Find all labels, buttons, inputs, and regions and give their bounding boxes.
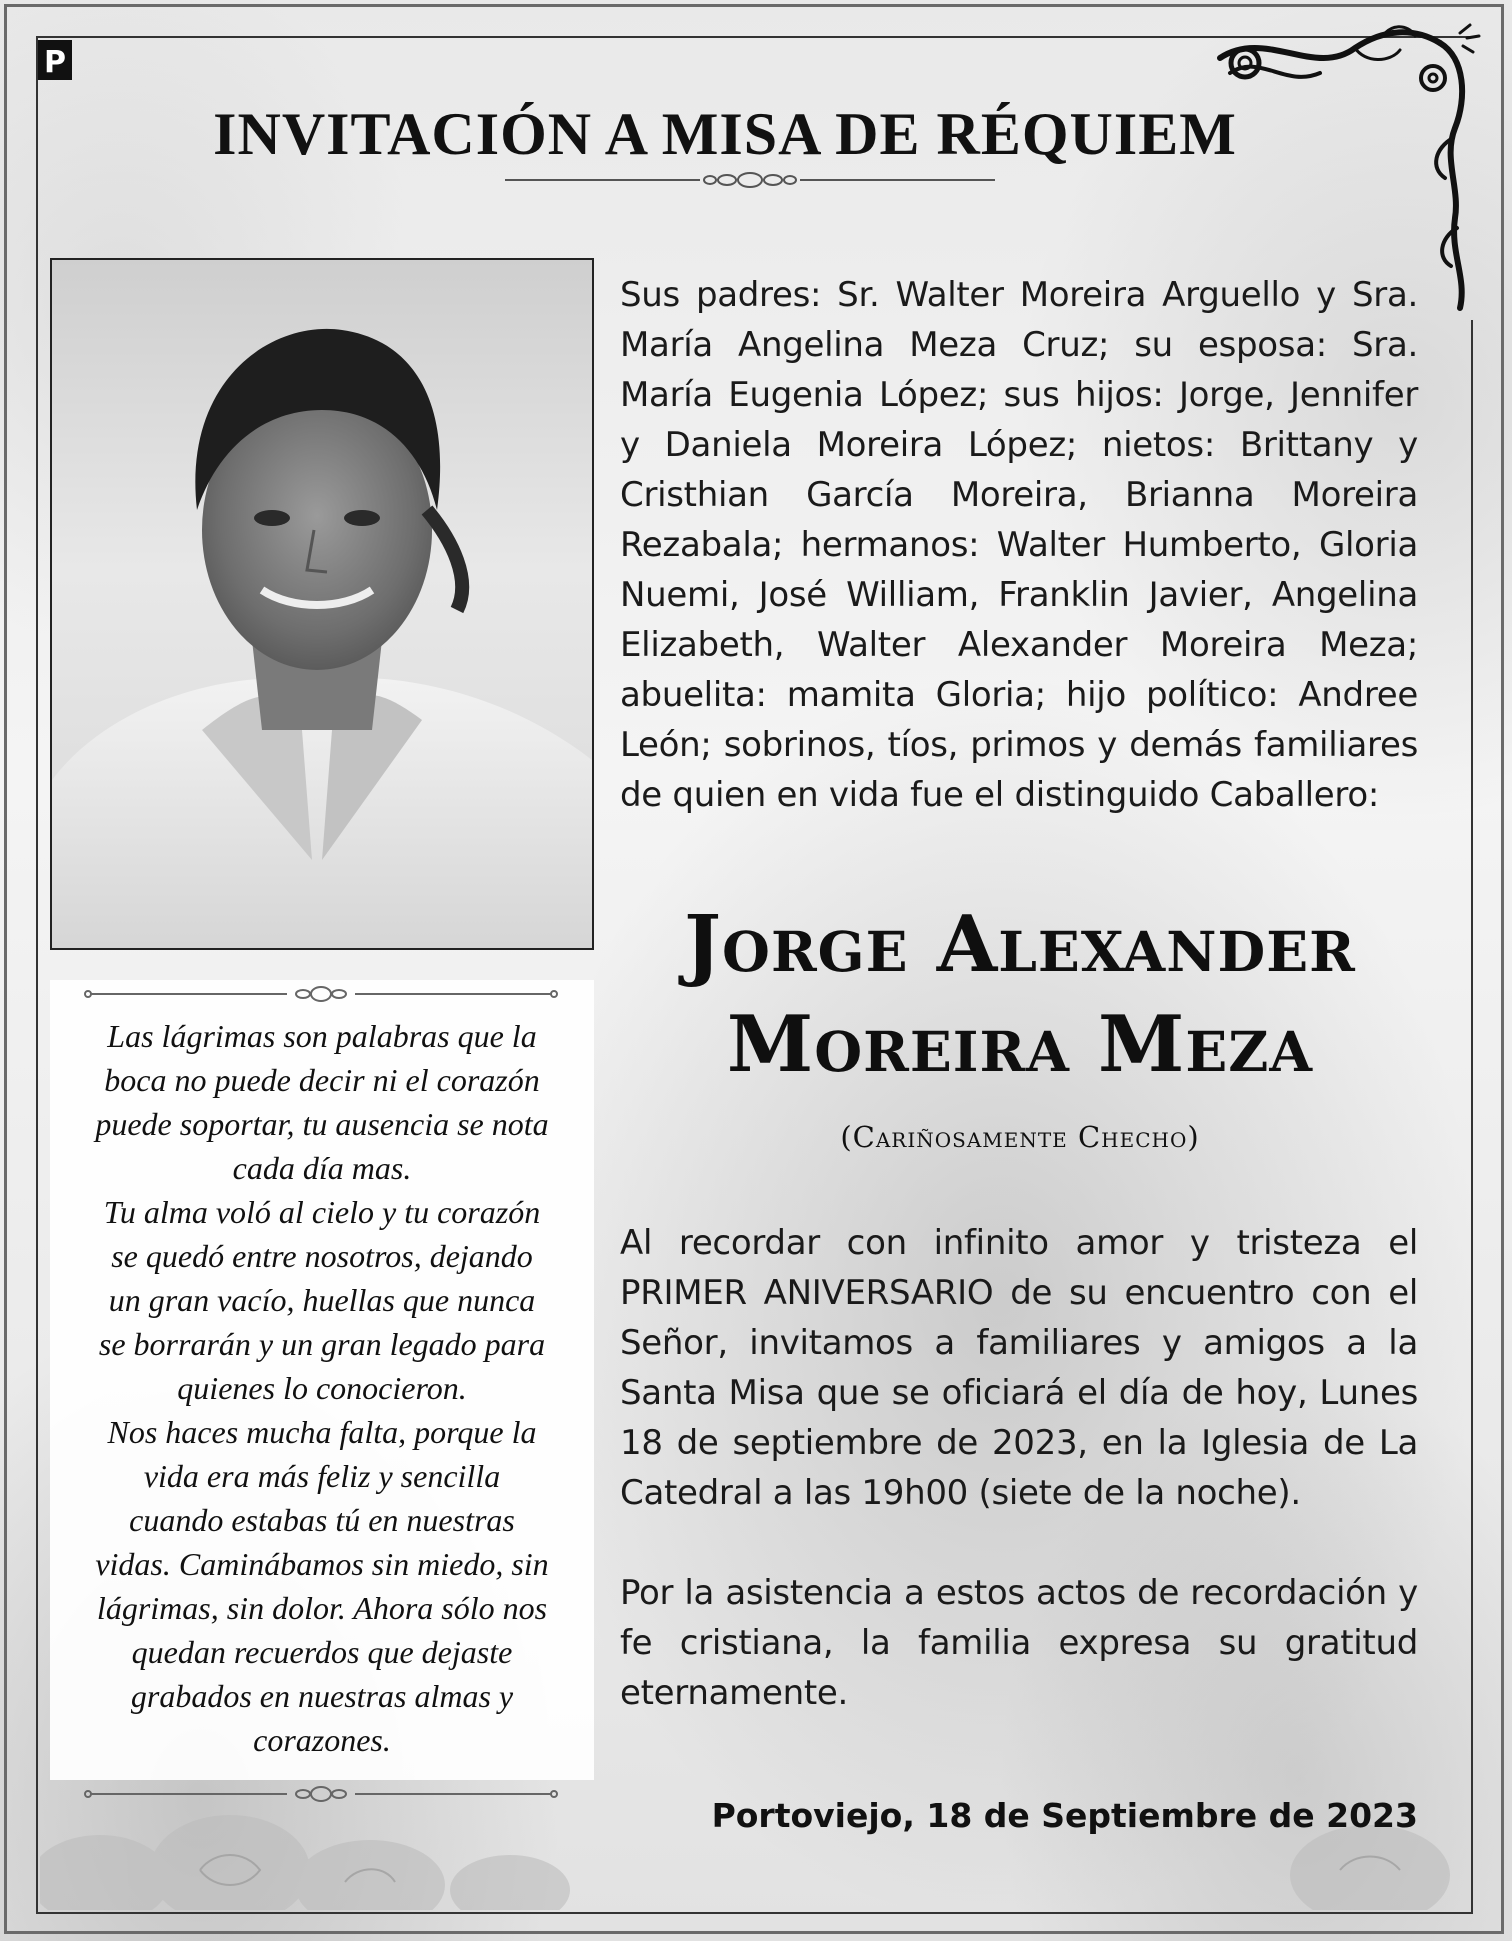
place-and-date: Portoviejo, 18 de Septiembre de 2023: [711, 1796, 1418, 1835]
publisher-logo-icon: P: [38, 40, 72, 80]
poem-line: vida era más feliz y sencilla: [143, 1458, 501, 1494]
poem-line: puede soportar, tu ausencia se nota: [95, 1106, 549, 1142]
divider-ornament-icon: [82, 1782, 560, 1806]
portrait-illustration: [52, 260, 592, 948]
poem-line: Tu alma voló al cielo y tu corazón: [103, 1194, 541, 1230]
poem-line: grabados en nuestras almas y: [130, 1678, 514, 1714]
poem-line: se quedó entre nosotros, dejando: [111, 1238, 533, 1274]
inner-frame-right-edge: [1471, 320, 1473, 1914]
poem-line: quedan recuerdos que dejaste: [131, 1634, 513, 1670]
poem-line: boca no puede decir ni el corazón: [104, 1062, 540, 1098]
poem-line: Las lágrimas son palabras que la: [107, 1018, 537, 1054]
poem-line: Nos haces mucha falta, porque la: [107, 1414, 537, 1450]
deceased-name: [600, 895, 1440, 1095]
divider-ornament-icon: [82, 982, 560, 1006]
poem-line: vidas. Caminábamos sin miedo, sin: [95, 1546, 549, 1582]
poem-line: se borrarán y un gran legado para: [98, 1326, 546, 1362]
poem-line: lágrimas, sin dolor. Ahora sólo nos: [96, 1590, 548, 1626]
poem-line: cada día mas.: [232, 1150, 412, 1186]
mass-announcement-text: Al recordar con infinito amor y tristeza el PRIMER ANIVERSARIO de su encuentro con el Señor, invitamos a familiares y amigos a la Santa Misa que se oficiará el día de hoy, Lunes 18 de septiembre de 2023, en la Iglesia de La Catedral a las 19h00 (siete de la noche).: [620, 1223, 1418, 1513]
deceased-name-line2: Moreira Meza: [726, 999, 1314, 1090]
divider-ornament-icon: [505, 168, 995, 192]
family-intro-text: Sus padres: Sr. Walter Moreira Arguello y Sra. María Angelina Meza Cruz; su esposa: Sra. María Eugenia López; sus hijos: Jorge, Jennifer y Daniela Moreira López; nietos: Brittany y Cristhian García Moreira, Brianna Moreira Rezabala; hermanos: Walter Humberto, Gloria Nuemi, José William, Franklin Javier, Angelina Elizabeth, Walter Alexander Moreira Meza; abuelita: mamita Gloria; hijo político: Andree León; sobrinos, tíos, primos y demás familiares de quien en vida fue el distinguido Caballero:: [620, 275, 1418, 815]
poem-line: cuando estabas tú en nuestras: [129, 1502, 515, 1538]
deceased-nickname: (Cariñosamente Checho): [840, 1120, 1200, 1154]
page-title: INVITACIÓN A MISA DE RÉQUIEM: [213, 101, 1237, 167]
portrait-photo: [50, 258, 594, 950]
closing-gratitude-text: Por la asistencia a estos actos de recordación y fe cristiana, la familia expresa su gratitud eternamente.: [620, 1573, 1418, 1713]
poem-line: un gran vacío, huellas que nunca: [108, 1282, 536, 1318]
poem-line: quienes lo conocieron.: [177, 1370, 467, 1406]
poem-text: [58, 1014, 586, 1762]
poem-line: corazones.: [253, 1722, 391, 1758]
deceased-name-line1: Jorge Alexander: [684, 899, 1356, 990]
